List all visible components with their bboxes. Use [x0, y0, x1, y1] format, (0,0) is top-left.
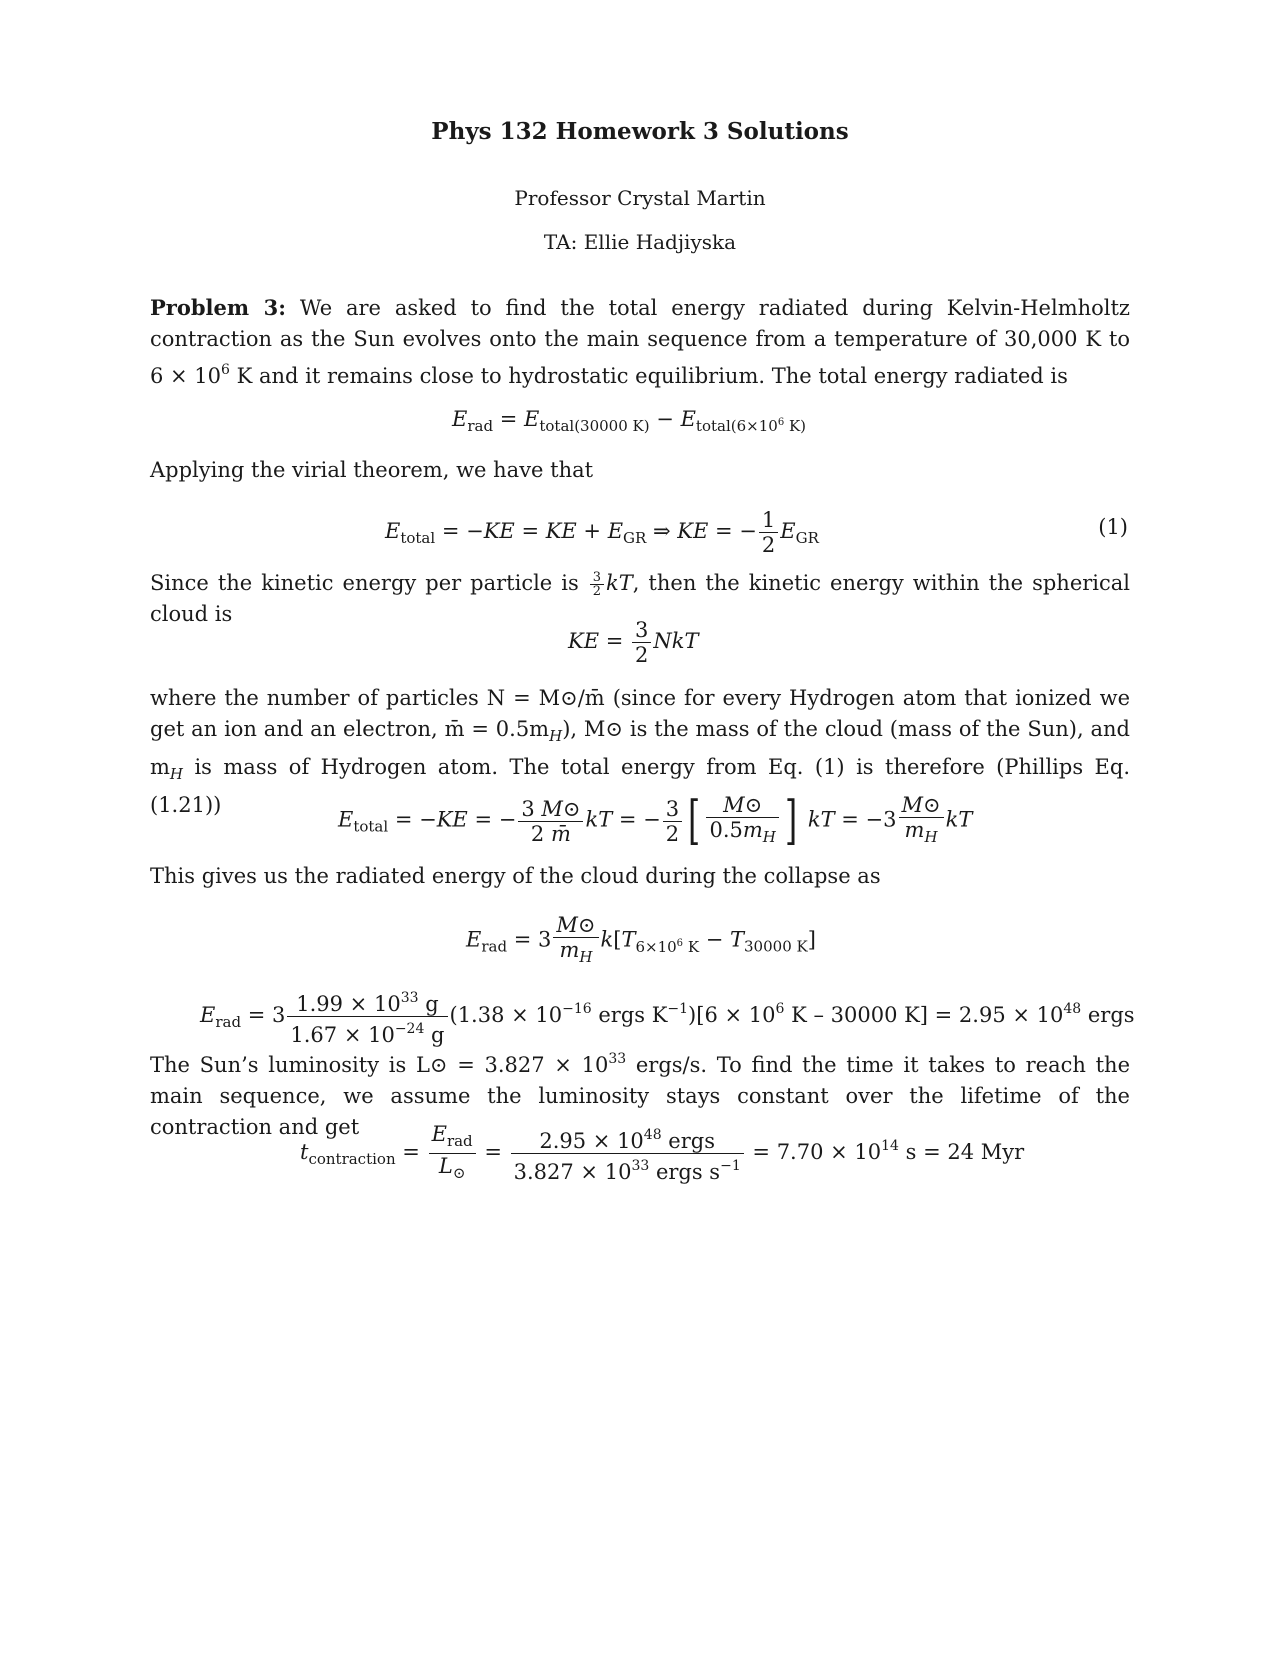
t-result-exp: 14 [881, 1138, 899, 1154]
temp-value: [6 × 10 [696, 1003, 776, 1027]
erad-result-exp: 48 [1063, 1001, 1082, 1017]
boltzmann-value: (1.38 × 10 [449, 1003, 563, 1027]
t-result-end: s = 24 Myr [898, 1140, 1025, 1164]
hydrogen-mass-value: 1.67 × 10 [290, 1023, 395, 1047]
where-text-c: is mass of Hydrogen atom. The total energy from Eq. (1) is therefore (Phillips Eq. (1.21)) [150, 755, 1130, 817]
where-text: where the number of particles N = M⊙/m̄ (since for every Hydrogen atom that ionized we get an ion and an electron, m̄ = 0.5m [150, 686, 1130, 741]
luminosity-exp: 33 [608, 1051, 627, 1067]
solar-mass-exp: 33 [400, 990, 419, 1006]
intro-text-end: K and it remains close to hydrostatic equilibrium. The total energy radiated is [229, 364, 1068, 388]
temp-diff: K – 30000 K] = 2.95 × 10 [784, 1003, 1064, 1027]
equation-number-1: (1) [1098, 515, 1128, 539]
boltzmann-units: ergs K [591, 1003, 668, 1027]
applying-text: Applying the virial theorem, we have that [150, 458, 594, 482]
equation-erad-general: $E_{rad} = 3$ $\frac{M⊙}{m_H}$ $k[T_{6\times 10^6 K} - T_{30000 K}]$ [466, 913, 816, 966]
gives-text: This gives us the radiated energy of the cloud during the collapse as [150, 864, 881, 888]
luminosity-text-a: The Sun’s luminosity is L⊙ = 3.827 × 10 [150, 1053, 609, 1077]
t-result: = 7.70 × 10 [752, 1140, 882, 1164]
problem-label: Problem 3: [150, 295, 286, 320]
equation-erad-numeric: $E_{rad} = 3$ $\frac{1.99 \times 10^{33} g}{1.67 \times 10^{-24} g}$ ($1.38 \times 10^{-16}$ ergs $K^{-1})[6 \times 10^6$ K – 30000 $K] = 2.95 \times 10^{48}$ ergs [200, 986, 1135, 1047]
luminosity-text-b: ergs/s. To find the time it takes to reach the main sequence, we assume the luminosity stays constant over the lifetime of the contraction and get [150, 1053, 1131, 1139]
where-paragraph: where the number of particles N = M⊙/m̄ (since for every Hydrogen atom that ionized we get an ion and an electron, m̄ = $0.5m_H$), M⊙ is the mass of the cloud (mass of the Sun), and $m_H$ is mass of Hydrogen atom. The total energy from Eq. (1) is therefore (Phillips Eq. (1.21)) [150, 686, 1130, 817]
intro-exponent: 6 [221, 362, 230, 378]
t-numerator: 2.95 × 10 [539, 1129, 644, 1153]
hydrogen-mass-exp: −24 [394, 1021, 425, 1037]
kinetic-text: Since the kinetic energy per particle is $\frac{3}{2}$ kT, then the kinetic energy within the spherical cloud is [150, 570, 1130, 626]
equation-kinetic: KE = $\frac{3}{2}$ NkT [568, 618, 699, 667]
intro-text: We are asked to find the total energy radiated during Kelvin-Helmholtz contraction as the Sun evolves onto the main sequence from a temperature of 30,000 K to 6 × 10 [150, 296, 1130, 388]
t-numerator-exp: 48 [643, 1127, 662, 1143]
t-denominator: 3.827 × 10 [513, 1160, 632, 1184]
where-text-b: ), M⊙ is the mass of the cloud (mass of the Sun), and m [150, 717, 1130, 779]
boltzmann-exp: −16 [562, 1001, 592, 1017]
professor-name: Professor Crystal Martin [514, 186, 766, 210]
document-title: Phys 132 Homework 3 Solutions [431, 118, 849, 145]
kinetic-text-a: Since the kinetic energy per particle is [150, 571, 588, 595]
equation-etotal: $E_{total} = -KE$ = − $\frac{3 M⊙}{2 m̄}$ kT = − $\frac{3}{2}$ [ $\frac{M⊙}{0.5m_H}$ ] kT = −3 $\frac{M⊙}{m_H}$ kT [338, 791, 973, 851]
problem-intro [150, 292, 1130, 392]
t-denominator-exp: 33 [631, 1158, 650, 1174]
ta-name: TA: Ellie Hadjiyska [543, 230, 737, 254]
kinetic-text-b: , then the kinetic energy within the spherical cloud is [150, 571, 1130, 626]
equation-erad-definition: $E_{rad} = E_{total(30000 K)} - E_{total(6\times 10^6 K)}$ [452, 407, 807, 435]
solar-mass-value: 1.99 × 10 [296, 992, 401, 1016]
equation-virial: $E_{total} = -KE$ = KE + $E_{GR}$ ⇒ KE = − $\frac{1}{2}$ $E_{GR}$ [385, 508, 819, 557]
equation-contraction-time: $t_{contraction}$ = $\frac{E_{rad}}{L_⊙}$ = $\frac{2.95 \times 10^{48} ergs}{3.827 \times 10^{33} ergs s^{-1}}$ = $7.70 \times 10^{14}$ s = 24 Myr [300, 1122, 1025, 1184]
